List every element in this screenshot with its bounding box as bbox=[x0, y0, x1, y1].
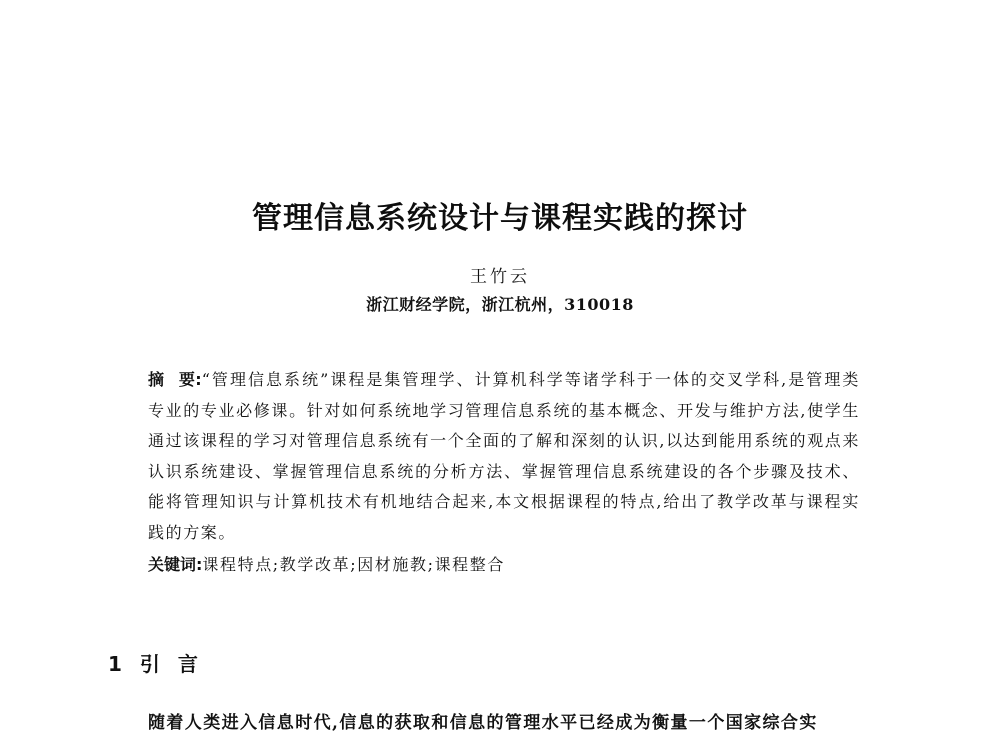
section-title: 引言 bbox=[139, 652, 216, 676]
abstract-text: “管理信息系统”课程是集管理学、计算机科学等诸学科于一体的交叉学科,是管理类专业的专业必修课。针对如何系统地学习管理信息系统的基本概念、开发与维护方法,使学生通过该课程的学习对管理信息系统有一个全面的了解和深刻的认识,以达到能用系统的观点来认识系统建设、掌握管理信息系统的分析方法、掌握管理信息系统建设的各个步骤及技术、能将管理知识与计算机技术有机地结合起来,本文根据课程的特点,给出了教学改革与课程实践的方案。 bbox=[148, 370, 860, 542]
body-paragraph-line: 随着人类进入信息时代,信息的获取和信息的管理水平已经成为衡量一个国家综合实 bbox=[148, 713, 818, 733]
cropped-text-line bbox=[108, 738, 908, 744]
paper-title: 管理信息系统设计与课程实践的探讨 bbox=[252, 201, 748, 236]
keywords-label: 关键词: bbox=[148, 555, 203, 574]
keywords-block bbox=[148, 552, 860, 575]
section-heading bbox=[108, 648, 216, 677]
abstract-label-first: 摘 bbox=[148, 370, 165, 389]
section-number: 1 bbox=[108, 652, 122, 676]
author-name: 王竹云 bbox=[470, 267, 530, 287]
keywords-text: 课程特点;教学改革;因材施教;课程整合 bbox=[202, 555, 505, 574]
abstract-label bbox=[148, 370, 202, 389]
abstract-label-second: 要: bbox=[178, 370, 202, 389]
author-affiliation: 浙江财经学院，浙江杭州，310018 bbox=[366, 295, 634, 314]
abstract-block bbox=[148, 365, 860, 548]
